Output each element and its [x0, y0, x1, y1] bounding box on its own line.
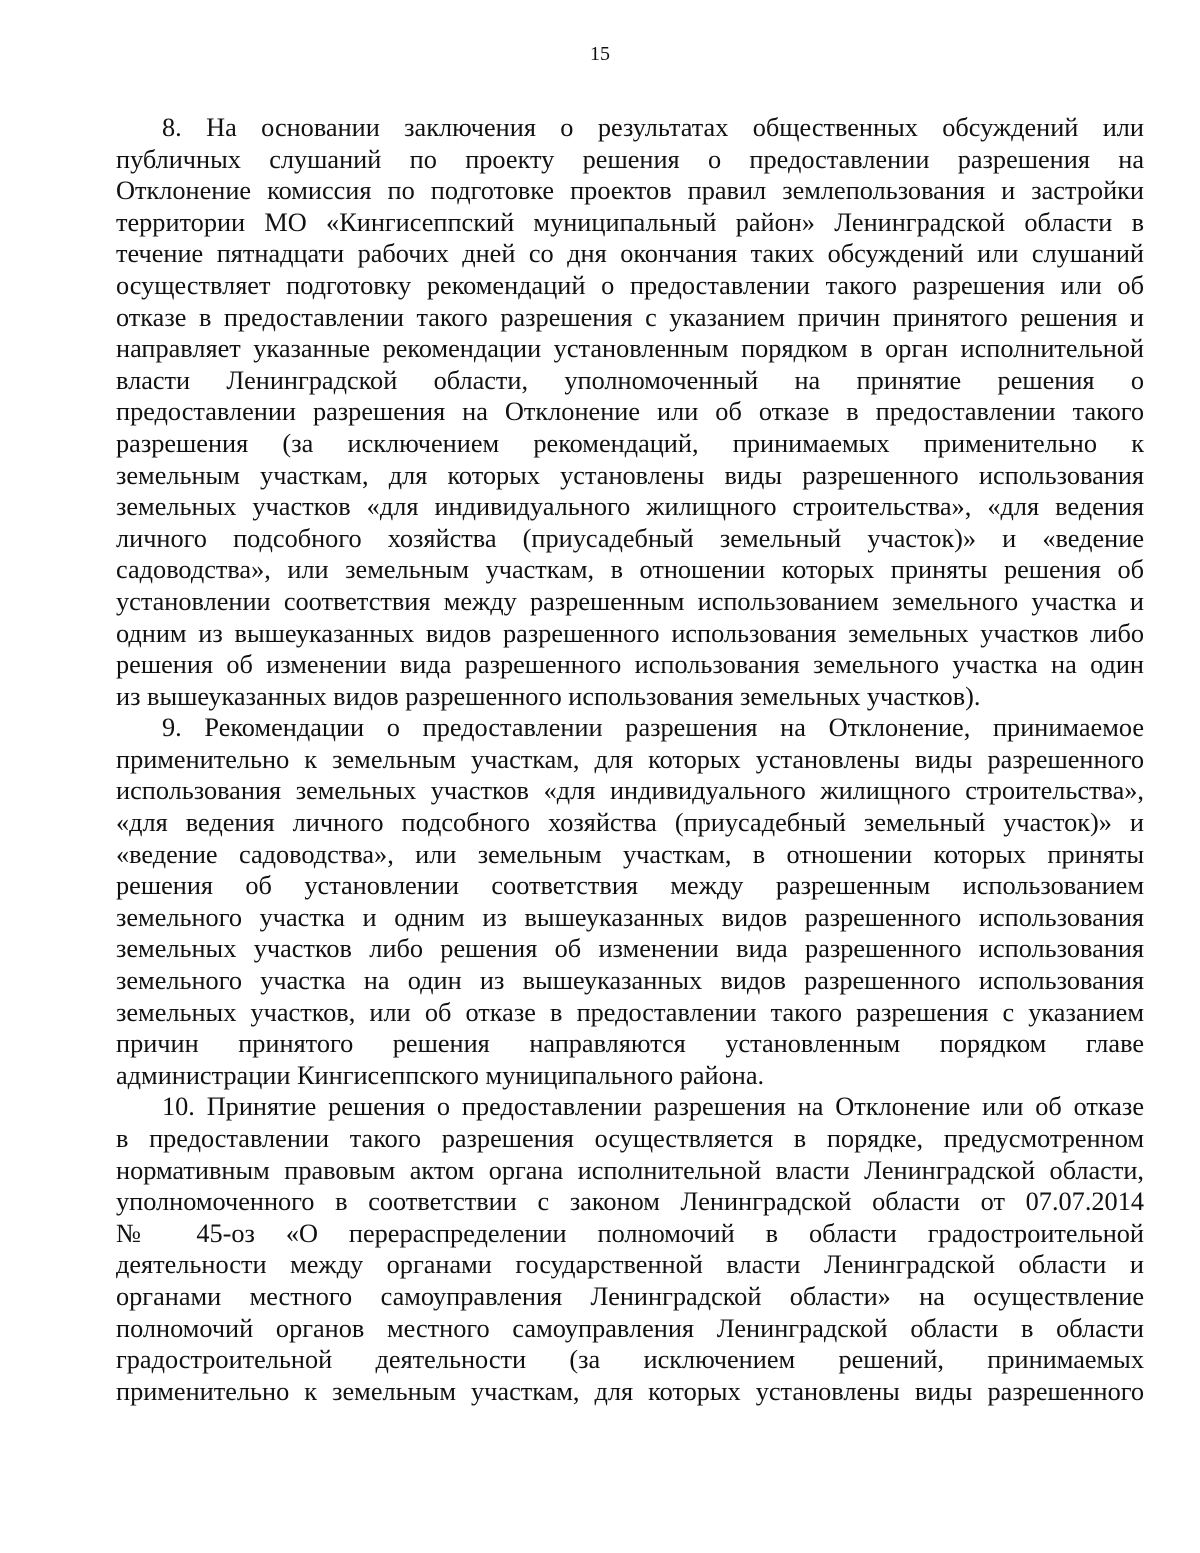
text-line: полномочий органов местного самоуправления Ленинградской области в области [116, 1313, 1144, 1343]
text-line: осуществляет подготовку рекомендаций о предоставлении такого разрешения или об [116, 270, 1144, 300]
text-line: решения об изменении вида разрешенного использования земельного участка на один [116, 650, 1144, 680]
text-line: в предоставлении такого разрешения осуществляется в порядке, предусмотренном [116, 1124, 1144, 1153]
text-line: «ведение садоводства», или земельным участкам, в отношении которых приняты [116, 839, 1144, 869]
page-number: 15 [590, 43, 610, 65]
paragraph-8 [116, 112, 1144, 712]
text-line: предоставлении разрешения на Отклонение или об отказе в предоставлении такого [116, 397, 1144, 427]
text-line: уполномоченного в соответствии с законом Ленинградской области от 07.07.2014 [116, 1187, 1144, 1217]
text-line: 10. Принятие решения о предоставлении разрешения на Отклонение или об отказе [162, 1092, 1144, 1122]
text-line: причин принятого решения направляются установленным порядком главе [116, 1029, 1144, 1059]
text-line: направляет указанные рекомендации установленным порядком в орган исполнительной [116, 334, 1144, 364]
text-line: использования земельных участков «для индивидуального жилищного строительства», [116, 776, 1144, 806]
text-line: земельных участков либо решения об изменении вида разрешенного использования [116, 934, 1144, 964]
text-line: личного подсобного хозяйства (приусадебный земельный участок)» и «ведение [116, 523, 1144, 553]
text-line: установлении соответствия между разрешенным использованием земельного участка и [116, 586, 1144, 616]
text-line: 9. Рекомендации о предоставлении разрешения на Отклонение, принимаемое [162, 713, 1144, 743]
text-line: течение пятнадцати рабочих дней со дня окончания таких обсуждений или слушаний [116, 239, 1144, 269]
text-line: земельным участкам, для которых установлены виды разрешенного использования [116, 460, 1144, 490]
text-line: земельного участка на один из вышеуказанных видов разрешенного использования [116, 966, 1144, 996]
text-line: земельных участков «для индивидуального жилищного строительства», «для ведения [116, 492, 1144, 522]
text-line: разрешения (за исключением рекомендаций, принимаемых применительно к [116, 428, 1144, 458]
document-body [116, 112, 1144, 1407]
text-line: градостроительной деятельности (за исключением решений, принимаемых [116, 1345, 1144, 1375]
text-line: отказе в предоставлении такого разрешения с указанием причин принятого решения и [116, 302, 1144, 332]
text-line: Отклонение комиссия по подготовке проектов правил землепользования и застройки [116, 176, 1144, 206]
text-line: применительно к земельным участкам, для которых установлены виды разрешенного [116, 744, 1144, 774]
text-line: одним из вышеуказанных видов разрешенного использования земельных участков либо [116, 618, 1144, 648]
text-line: решения об установлении соответствия между разрешенным использованием [116, 871, 1144, 901]
text-line: публичных слушаний по проекту решения о предоставлении разрешения на [116, 144, 1144, 174]
text-line: нормативным правовым актом органа исполнительной власти Ленинградской области, [116, 1155, 1144, 1185]
text-line: земельного участка и одним из вышеуказанных видов разрешенного использования [116, 902, 1144, 932]
text-line: из вышеуказанных видов разрешенного использования земельных участков). [116, 681, 981, 711]
text-line: садоводства», или земельным участкам, в отношении которых приняты решения об [116, 555, 1144, 585]
text-line: «для ведения личного подсобного хозяйства (приусадебный земельный участок)» и [116, 808, 1144, 838]
text-line: применительно к земельным участкам, для которых установлены виды разрешенного [116, 1376, 1144, 1406]
paragraph-10 [116, 1091, 1144, 1407]
paragraph-9 [116, 712, 1144, 1091]
text-line: № 45-оз «О перераспределении полномочий в области градостроительной [116, 1218, 1144, 1248]
text-line: территории МО «Кингисеппский муниципальный район» Ленинградской области в [116, 207, 1144, 237]
text-line: деятельности между органами государственной власти Ленинградской области и [116, 1250, 1144, 1280]
text-line: органами местного самоуправления Ленинградской области» на осуществление [116, 1281, 1144, 1311]
text-line: власти Ленинградской области, уполномоченный на принятие решения о [116, 365, 1144, 395]
text-line: администрации Кингисеппского муниципального района. [116, 1060, 765, 1090]
text-line: 8. На основании заключения о результатах общественных обсуждений или [162, 113, 1144, 142]
text-line: земельных участков, или об отказе в предоставлении такого разрешения с указанием [116, 997, 1144, 1027]
